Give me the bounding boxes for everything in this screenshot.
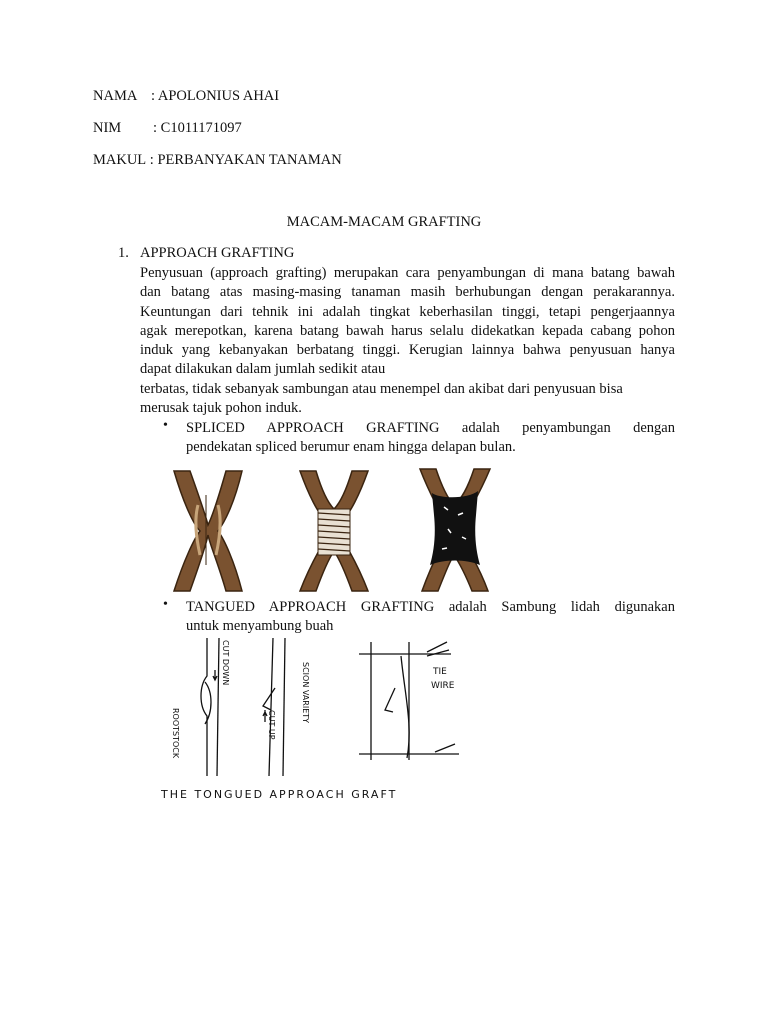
figure-caption: THE TONGUED APPROACH GRAFT (161, 788, 398, 801)
bullet-line: SPLICED APPROACH GRAFTING adalah penyambungan dengan (186, 420, 675, 436)
label-scion-variety: SCION VARIETY (301, 662, 310, 724)
bullet-icon: • (163, 597, 168, 612)
paragraph-line: dan batang atas masing-masing tanaman masih berhubungan dengan perakarannya. (140, 284, 675, 301)
header-makul (93, 152, 342, 169)
bullet-line: untuk menyambung buah (186, 618, 334, 635)
paragraph-line: Penyusuan (approach grafting) merupakan cara penyambungan di mana batang bawah (140, 265, 675, 281)
label-wire: WIRE (431, 681, 455, 691)
paragraph-line: terbatas, tidak sebanyak sambungan atau menempel dan akibat dari penyusuan bisa (140, 380, 623, 397)
paragraph-line: induk yang kebanyakan berbatang tinggi. Kerugian lainnya bahwa penyusuan hanya (140, 342, 675, 359)
label-rootstock: ROOTSTOCK (171, 708, 180, 759)
stage-cut-icon (174, 471, 242, 591)
nama-value: : APOLONIUS AHAI (151, 88, 280, 104)
bullet-item-tongued (186, 598, 675, 637)
stage-wrapped-icon (420, 469, 490, 591)
section-heading: APPROACH GRAFTING (140, 245, 295, 261)
paragraph-line: dapat dilakukan dalam jumlah sedikit atau (140, 361, 386, 378)
makul-value: : PERBANYAKAN TANAMAN (149, 152, 342, 168)
nim-label: NIM (93, 120, 122, 136)
label-cut-up: CUT UP (267, 710, 276, 740)
spliced-approach-figure (160, 465, 500, 595)
header-nama (93, 88, 279, 105)
section-number: 1. (118, 245, 129, 261)
stage-tied-icon (300, 471, 368, 591)
makul-label: MAKUL (93, 152, 147, 168)
tongued-approach-figure (155, 636, 475, 806)
paragraph-line: merusak tajuk pohon induk. (140, 400, 302, 417)
section-paragraph (140, 264, 675, 418)
nim-value: : C1011171097 (153, 120, 242, 136)
header-nim (93, 120, 242, 137)
label-tie: TIE (433, 667, 447, 677)
bullet-icon: • (163, 418, 168, 433)
label-cut-down: CUT DOWN (221, 640, 230, 686)
bullet-line: pendekatan spliced berumur enam hingga delapan bulan. (186, 439, 516, 456)
paragraph-line: Keuntungan dari tehnik ini adalah tingkat keberhasilan tinggi, tetapi pengerjaannya (140, 303, 675, 320)
bullet-line: TANGUED APPROACH GRAFTING adalah Sambung lidah digunakan (186, 599, 675, 615)
page-title: MACAM-MACAM GRAFTING (286, 214, 482, 230)
bullet-item-spliced (186, 419, 675, 458)
nama-label: NAMA (93, 88, 138, 104)
paragraph-line: agak merepotkan, karena batang bawah harus selalu didekatkan kepada cabang pohon (140, 322, 675, 339)
